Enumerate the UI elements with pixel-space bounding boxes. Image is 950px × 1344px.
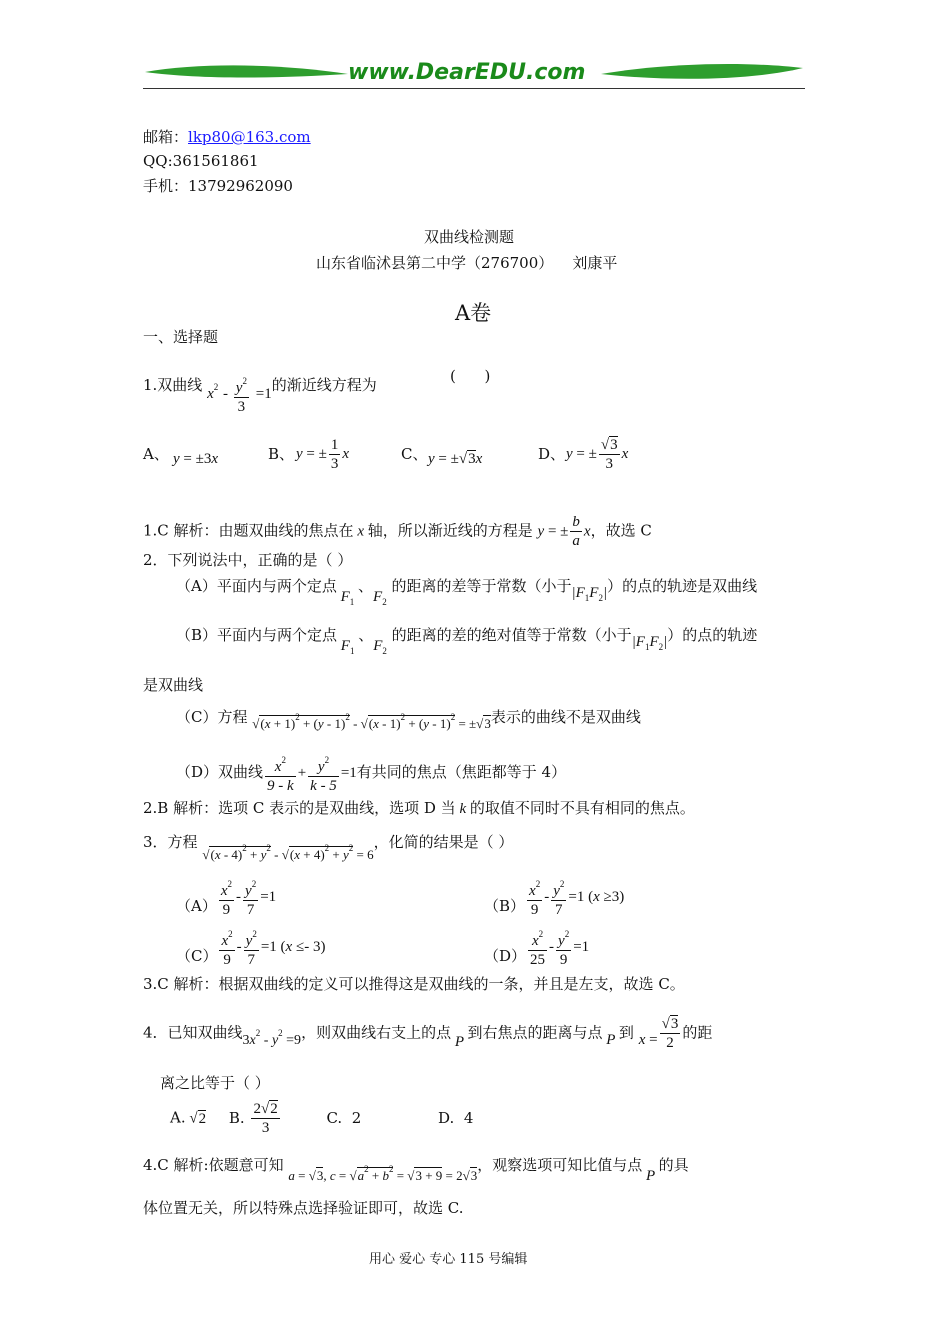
q2-option-a: （A）平面内与两个定点 $F_1$ 、$F_2$ 的距离的差等于常数（小于$|F_1F_2|$）的点的轨迹是双曲线	[176, 577, 758, 607]
phone-line: 手机：13792962090	[143, 177, 293, 195]
q1-option-a-formula: y = ±3x	[173, 451, 219, 467]
q3-option-d: （D） $\frac{x^2}{25}$ - $\frac{y^2}{9}$ =1	[484, 925, 589, 969]
q4-option-b: B.	[228, 1108, 245, 1127]
q1-option-c-formula: y = ±√3x	[428, 451, 483, 467]
q1-option-d: D、	[538, 445, 566, 463]
page-footer: 用心 爱心 专心 115 号编辑	[369, 1252, 528, 1267]
q3-option-a: （A） $\frac{x^2}{9}$ - $\frac{y^2}{7}$ =1	[176, 875, 276, 919]
part-title: 一、选择题	[143, 328, 219, 346]
author-line: 山东省临沭县第二中学（276700） 刘康平	[316, 254, 618, 272]
q2-option-c: （C）方程 $√(x + 1)^2 + (y - 1)^2 - √(x - 1)^2 + (y - 1)^2 = \pm√3$表示的曲线不是双曲线	[176, 708, 641, 731]
q2-option-b-cont: 是双曲线	[143, 676, 204, 694]
q1-paren: ( )	[450, 367, 491, 385]
qq-line: QQ:361561861	[143, 152, 259, 170]
q2-option-b: （B）平面内与两个定点 $F_1$ 、$F_2$ 的距离的差的绝对值等于常数（小于$|F_1F_2|$）的点的轨迹	[176, 626, 758, 656]
email-line	[143, 127, 311, 147]
q4-option-a: A.	[170, 1108, 186, 1127]
q3-option-b: （B） $\frac{x^2}{9}$ - $\frac{y^2}{7}$ =1 (x ≥3)	[484, 875, 624, 919]
q4-stem: 4．已知双曲线$3x^2 - y^2 =9$，则双曲线右支上的点 P 到右焦点的距离与点 P 到 x = $\frac{√3}{2}$ 的距	[143, 1016, 713, 1051]
email-label: 邮箱：	[143, 128, 189, 146]
q1-stem: 1.双曲线 $x^2$ - $\frac{y^2}{3}$ =1的渐近线方程为	[143, 364, 377, 408]
q1-answer: 1.C 解析：由题双曲线的焦点在 x 轴，所以渐近线的方程是 y = ± $\frac{b}{a}$ x，故选 C	[143, 514, 652, 549]
q4-answer-cont: 体位置无关，所以特殊点选择验证即可，故选 C.	[143, 1199, 464, 1217]
q1-option-b-formula: y = ± $\frac{1}{3}$ x	[296, 437, 350, 472]
doc-title: 双曲线检测题	[424, 228, 515, 246]
email-link[interactable]: lkp80@163.com	[188, 128, 311, 146]
q4-stem-cont: 离之比等于（ ）	[160, 1074, 270, 1092]
header-divider	[143, 88, 805, 89]
q4-option-c: C. 2	[326, 1108, 362, 1127]
q3-stem: 3．方程 $√(x - 4)^2 + y^2 - √(x + 4)^2 + y^2 = 6$，化简的结果是（ ）	[143, 833, 514, 862]
q1-option-b: B、	[268, 445, 295, 463]
q4-options: A. √2 B. $\frac{2√2}{3}$ C. 2 D. 4	[170, 1101, 474, 1136]
q1-option-d-formula: y = ± $\frac{√3}{3}$ x	[566, 437, 629, 472]
q3-option-c: （C） $\frac{x^2}{9}$ - $\frac{y^2}{7}$ =1 (x ≤- 3)	[176, 925, 325, 969]
q1-option-c: C、	[401, 445, 428, 463]
site-logo-text[interactable]: www.DearEDU.com	[348, 60, 586, 85]
header-logo	[143, 58, 805, 90]
q1-option-a: A、	[143, 445, 169, 463]
q4-answer: 4.C 解析:依题意可知 a = √3, $c = √a^2 + b^2 = √3 + 9 = 2√3$，观察选项可知比值与点 P 的具	[143, 1156, 689, 1184]
q2-stem: 2．下列说法中，正确的是（ ）	[143, 551, 353, 569]
q3-answer: 3.C 解析：根据双曲线的定义可以推得这是双曲线的一条，并且是左支，故选 C。	[143, 975, 685, 993]
q2-option-d: （D）双曲线 $\frac{x^2}{9 - k}$ + $\frac{y^2}{k - 5}$ =1有共同的焦点（焦距都等于 4）	[176, 751, 566, 795]
q4-option-d: D. 4	[438, 1108, 474, 1127]
section-title: A卷	[455, 301, 492, 325]
q2-answer: 2.B 解析：选项 C 表示的是双曲线，选项 D 当 k 的取值不同时不具有相同的焦点。	[143, 799, 695, 817]
